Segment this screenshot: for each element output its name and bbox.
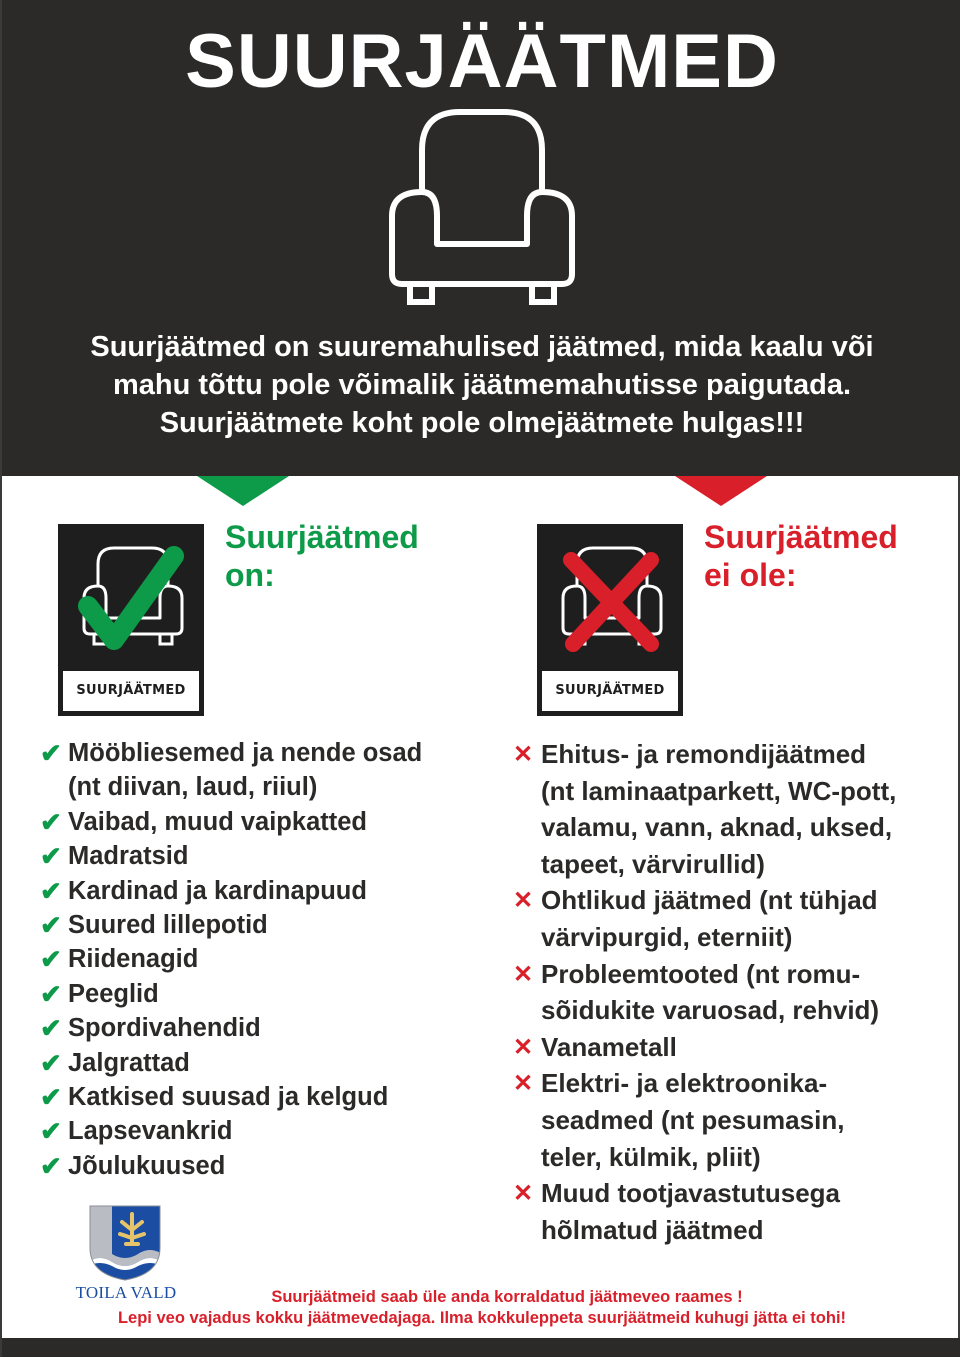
intro-text (22, 328, 942, 442)
checkmark-icon: ✔ (40, 841, 62, 872)
list-item-line: Jõulukuused (68, 1151, 226, 1180)
list-item (40, 874, 480, 908)
heading-line: Suurjäätmed (704, 519, 898, 555)
header-panel (2, 0, 960, 476)
list-item (40, 1046, 480, 1080)
list-item-line: Vanametall (541, 1031, 677, 1062)
list-item (40, 1114, 480, 1148)
list-item-line: sõidukite varuosad, rehvid) (541, 995, 880, 1026)
list-item-line: Lapsevankrid (68, 1117, 233, 1146)
badge-label: SUURJÄÄTMED (63, 671, 199, 711)
intro-line: Suurjäätmed on suuremahulised jäätmed, mida kaalu või (90, 331, 874, 363)
heading-line: on: (225, 557, 275, 593)
list-item-line: Probleemtooted (nt romu- (541, 958, 861, 989)
list-item (40, 805, 480, 839)
list-item-line: Spordivahendid (68, 1014, 261, 1043)
checkmark-icon: ✔ (40, 910, 62, 941)
intro-line: Suurjäätmete koht pole olmejäätmete hulgas!!! (159, 407, 805, 439)
list-item (40, 1080, 480, 1114)
intro-line: mahu tõttu pole võimalik jäätmemahutisse paigutada. (112, 369, 852, 401)
coat-of-arms-icon (88, 1204, 162, 1282)
armchair-cross-icon (537, 524, 683, 674)
list-item-line: Katkised suusad ja kelgud (68, 1083, 389, 1112)
list-item-line: värvipurgid, eterniit) (541, 921, 793, 952)
list-item-line: tapeet, värvirullid) (541, 848, 765, 879)
list-item (40, 736, 480, 805)
armchair-icon (382, 106, 582, 306)
checkmark-icon: ✔ (40, 806, 62, 837)
checkmark-icon: ✔ (40, 1013, 62, 1044)
not-allowed-heading (704, 518, 898, 594)
armchair-checkmark-icon (58, 524, 204, 674)
list-item (513, 1175, 953, 1248)
checkmark-icon: ✔ (40, 875, 62, 906)
logo-text: TOILA VALD (75, 1283, 177, 1302)
badge-label: SUURJÄÄTMED (542, 671, 678, 711)
list-item-line: Vaibad, muud vaipkatted (68, 807, 367, 836)
checkmark-icon: ✔ (40, 1082, 62, 1113)
red-pointer-icon (675, 476, 767, 506)
cross-icon: ✕ (513, 1033, 534, 1061)
list-item (40, 1149, 480, 1183)
checkmark-icon: ✔ (40, 1116, 62, 1147)
not-allowed-list (513, 736, 953, 1248)
footer-line-2: Lepi veo vajadus kokku jäätmevedajaga. Ilma kokkuleppeta suurjäätmeid kuhugi jätta ei tohi! (117, 1309, 847, 1327)
heading-line: ei ole: (704, 557, 797, 593)
list-item (40, 942, 480, 976)
list-item-line: Mööbliesemed ja nende osad (68, 739, 423, 767)
list-item (513, 1065, 953, 1175)
allowed-heading (225, 518, 419, 594)
list-item (40, 977, 480, 1011)
green-pointer-icon (197, 476, 289, 506)
page-title: SUURJÄÄTMED (185, 19, 779, 104)
list-item-line: Elektri- ja elektroonika- (541, 1068, 828, 1099)
list-item-line: Ehitus- ja remondijäätmed (541, 739, 867, 769)
cross-icon: ✕ (513, 741, 534, 768)
checkmark-icon: ✔ (40, 738, 62, 768)
cross-icon: ✕ (513, 960, 534, 988)
list-item-line: teler, külmik, pliit) (541, 1141, 761, 1172)
list-item-line: Riidenagid (68, 945, 199, 974)
list-item-line: Jalgrattad (68, 1048, 190, 1077)
list-item-line: (nt diivan, laud, riiul) (68, 773, 318, 802)
list-item-line: seadmed (nt pesumasin, (541, 1104, 845, 1135)
list-item-line: Muud tootjavastutusega (541, 1178, 841, 1209)
checkmark-icon: ✔ (40, 944, 62, 975)
checkmark-icon: ✔ (40, 1150, 62, 1181)
list-item (40, 839, 480, 873)
list-item-line: Kardinad ja kardinapuud (68, 876, 367, 905)
not-allowed-badge (537, 524, 683, 716)
list-item (513, 956, 953, 1029)
list-item (40, 908, 480, 942)
list-item-line: hõlmatud jäätmed (541, 1214, 764, 1245)
checkmark-icon: ✔ (40, 1047, 62, 1078)
list-item-line: Suured lillepotid (68, 911, 268, 940)
list-item-line: valamu, vann, aknad, uksed, (541, 812, 893, 843)
list-item-line: (nt laminaatparkett, WC-pott, (541, 775, 897, 806)
allowed-list (40, 736, 480, 1183)
list-item (40, 1011, 480, 1045)
list-item-line: Madratsid (68, 842, 189, 871)
list-item-line: Peeglid (68, 979, 159, 1008)
heading-line: Suurjäätmed (225, 519, 419, 555)
cross-icon: ✕ (513, 887, 534, 915)
list-item (513, 1029, 953, 1066)
checkmark-icon: ✔ (40, 978, 62, 1009)
list-item (513, 736, 953, 882)
bottom-bar (2, 1338, 960, 1357)
list-item (513, 882, 953, 955)
cross-icon: ✕ (513, 1180, 534, 1208)
cross-icon: ✕ (513, 1070, 534, 1098)
footer-line-1: Suurjäätmeid saab üle anda korraldatud jäätmeveo raames ! (271, 1288, 743, 1306)
allowed-badge (58, 524, 204, 716)
list-item-line: Ohtlikud jäätmed (nt tühjad (541, 885, 878, 916)
